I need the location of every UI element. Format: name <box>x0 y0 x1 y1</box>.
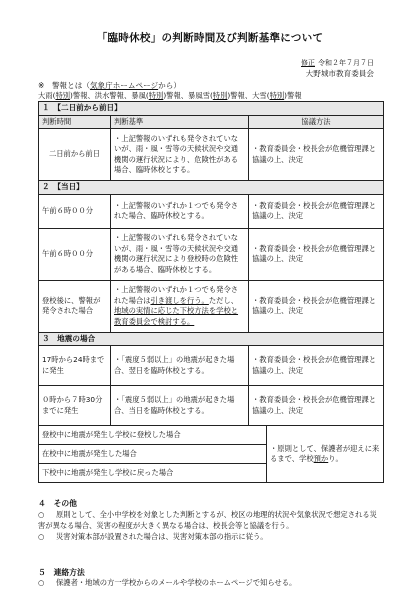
section-4-item <box>38 531 383 542</box>
table-row <box>39 426 384 445</box>
criteria-text: ・上記警報のいずれか１つでも発令された場合は <box>114 285 239 305</box>
section-4-text: 原則として、全小中学校を対象とした判断とするが、校区の地理的状況や気象状況で想定される災害が異なる場合、災害の程度が大きく異なる場合は、校長会等と協議を行う。 <box>38 510 377 531</box>
section-4-item <box>38 509 383 531</box>
table-row <box>39 228 384 280</box>
warn-part: 大雨( <box>38 91 56 100</box>
criteria-text: ただし、 <box>208 295 239 305</box>
row-method: ・教育委員会・校長会が危機管理課と協議の上、決定 <box>249 194 384 228</box>
row-criteria: ・上記警報のいずれか１つでも発令された場合、臨時休校とする。 <box>111 194 249 228</box>
school-method-emphasis: 預か <box>313 454 329 464</box>
row-criteria: ・「震度５弱以上」の地震が起きた場合、当日を臨時休校とする。 <box>111 386 249 426</box>
section-row <box>39 181 384 195</box>
bullet-icon: ○ <box>38 532 45 542</box>
row-criteria: ・上記警報のいずれも発令されていないが、雨・風・雪等の天候状況や交通機関の運行状況により、危険性がある場合、臨時休校とする。 <box>111 129 249 181</box>
warnings-heading <box>38 80 181 91</box>
warn-special: 特別 <box>269 91 285 100</box>
section-3-label: ３ 地震の場合 <box>39 332 384 346</box>
school-situation: 登校中に地震が発生し学校に登校した場合 <box>39 426 267 445</box>
table-row <box>39 129 384 181</box>
section-4-heading: ４ その他 <box>38 499 77 508</box>
row-criteria: ・上記警報のいずれも発令されていないが、雨・風・雪等の天候状況や交通機関の運行状況により登校時の危険性がある場合、臨時休校とする。 <box>111 228 249 280</box>
header-row <box>39 115 384 129</box>
warn-part: )警報、大雪( <box>227 91 270 100</box>
header-method: 協議方法 <box>249 115 384 129</box>
issuer: 大野城市教育委員会 <box>305 69 374 78</box>
section-4-body <box>38 509 383 543</box>
section-1-label: １ 【二日前から前日】 <box>39 102 384 116</box>
school-situation: 在校中に地震が発生した場合 <box>39 445 267 464</box>
warnings-suffix: から） <box>158 81 181 90</box>
bullet-icon: ○ <box>38 510 45 519</box>
revision-line <box>301 58 374 68</box>
section-5-text: 保護者・地域の方一学校からのメールや学校のホームページで知らせる。 <box>56 578 297 587</box>
revision-mark: 修正 <box>301 59 315 67</box>
section-4-text: 災害対策本部が設置された場合は、災害対策本部の指示に従う。 <box>56 532 268 542</box>
section-row <box>39 332 384 346</box>
revision-date: 令和２年７月７日 <box>318 59 374 67</box>
row-time: ０時から７時30分までに発生 <box>39 386 111 426</box>
row-method: ・教育委員会・校長会が危機管理課と協議の上、決定 <box>249 129 384 181</box>
section-5-body <box>38 578 383 588</box>
warn-part: )警報 <box>284 91 302 100</box>
row-method: ・教育委員会・校長会が危機管理課と協議の上、決定 <box>249 346 384 386</box>
row-time: 午前６時００分 <box>39 194 111 228</box>
header-time: 判断時間 <box>39 115 111 129</box>
bullet-icon: ○ <box>38 578 45 587</box>
section-5-heading: ５ 連絡方法 <box>38 568 85 577</box>
section-2-label: ２ 【当日】 <box>39 181 384 195</box>
warn-special: 特別 <box>55 91 71 100</box>
row-method: ・教育委員会・校長会が危機管理課と協議の上、決定 <box>249 280 384 332</box>
row-method: ・教育委員会・校長会が危機管理課と協議の上、決定 <box>249 386 384 426</box>
row-time: 午前６時００分 <box>39 228 111 280</box>
row-criteria <box>111 280 249 332</box>
table-row <box>39 280 384 332</box>
row-time: 登校後に、警報が発令された場合 <box>39 280 111 332</box>
table-row <box>39 386 384 426</box>
school-situation: 下校中に地震が発生し学校に戻った場合 <box>39 464 267 483</box>
table-row <box>39 194 384 228</box>
row-criteria: ・「震度５弱以上」の地震が起きた場合、翌日を臨時休校とする。 <box>111 346 249 386</box>
warn-part: )警報、暴風雪( <box>163 91 213 100</box>
criteria-table <box>38 101 384 483</box>
warnings-prefix: ※ 警報とは（ <box>38 81 90 90</box>
header-criteria: 判断基準 <box>111 115 249 129</box>
row-method: ・教育委員会・校長会が危機管理課と協議の上、決定 <box>249 228 384 280</box>
warnings-list <box>38 91 302 101</box>
page-title: 「臨時休校」の判断時間及び判断基準について <box>96 32 324 44</box>
jma-link[interactable]: 気象庁ホームページ <box>89 81 159 90</box>
school-method-text: り。 <box>328 454 343 464</box>
warn-special: 特別 <box>148 91 164 100</box>
school-method-text: ・原則として、保護者が迎えに来るまで、学校 <box>270 443 380 464</box>
criteria-emphasis: 地域の実情に応じた下校方法を学校と教育委員会で検討する。 <box>114 306 239 326</box>
row-time: 17時から24時までに発生 <box>39 346 111 386</box>
warn-part: )警報、洪水警報、暴風( <box>70 91 149 100</box>
table-row <box>39 346 384 386</box>
section-row <box>39 102 384 116</box>
school-method <box>267 426 384 483</box>
warn-special: 特別 <box>212 91 228 100</box>
row-time: 二日前から前日 <box>39 129 111 181</box>
criteria-emphasis: 引き渡しを行う。 <box>150 295 209 305</box>
